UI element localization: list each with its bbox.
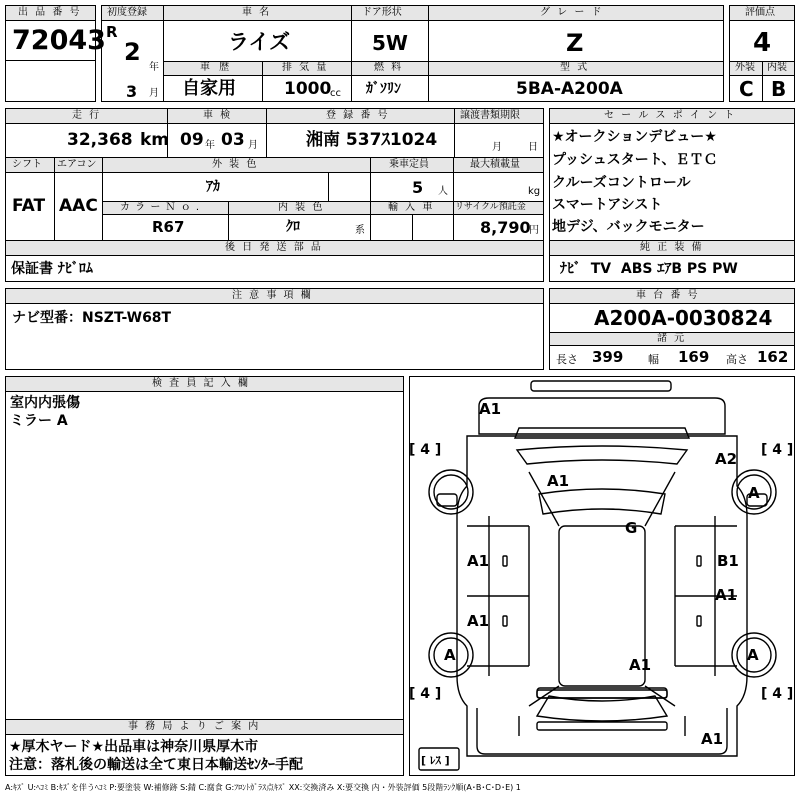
inspection-label: 車 検 (203, 110, 233, 121)
inspector-line: ミラー A (10, 413, 68, 429)
inspection-year: 09 (180, 130, 204, 150)
first-reg-month-unit: 月 (149, 88, 159, 99)
first-reg-year: 2 (124, 38, 141, 66)
door-label: ドア形状 (362, 7, 402, 18)
fuel-label: 燃 料 (374, 62, 404, 73)
mark-left-front-door: A1 (467, 552, 490, 570)
mark-wheel-rr: A (747, 646, 759, 664)
recycle-unit: 円 (529, 225, 539, 236)
car-name-label: 車 名 (242, 7, 272, 18)
chassis-label: 車 台 番 号 (636, 290, 700, 301)
spare-tire: [ ﾚｽ ] (421, 754, 450, 767)
inspector-cell (5, 391, 404, 720)
legend: A:ｷｽﾞ U:ﾍｺﾐ B:ｷｽﾞを伴うﾍｺﾐ P:要塗装 W:補修跡 S:錆 C:腐食 G:ﾌﾛﾝﾄｶﾞﾗｽ点ｷｽﾞ XX:交換済み X:要交換 内・外装評価 5段階ﾗﾝｸ順(A･B･C･D･E) 1 (5, 783, 521, 792)
lot-blank-cell (5, 60, 96, 102)
sales-point-line: プッシュスタート、ＥＴＣ (552, 152, 718, 168)
model-label: 型 式 (560, 62, 590, 73)
office-line: ★厚木ヤード★出品車は神奈川県厚木市 (9, 739, 259, 755)
inspector-line: 室内内張傷 (10, 395, 80, 411)
load-label: 最大積載量 (470, 159, 520, 170)
color-no: R67 (152, 218, 185, 236)
office-label: 事 務 局 よ り ご 案 内 (128, 721, 261, 732)
recycle-label: リサイクル預託金 (455, 202, 526, 212)
first-reg-month: 3 (126, 82, 138, 101)
plate: 湘南 537ｽ1024 (306, 130, 438, 150)
shift-label: シフト (12, 159, 42, 170)
shift: FAT (12, 196, 46, 216)
genuine-equip: ﾅﾋﾞ TV ABS ｴｱB PS PW (560, 261, 738, 277)
ext-grade: C (739, 77, 754, 101)
capacity-label: 乗車定員 (389, 159, 429, 170)
int-color-unit: 系 (355, 225, 365, 236)
import-sub-cell (412, 214, 454, 241)
first-reg-year-unit: 年 (149, 62, 159, 73)
int-color-label: 内 装 色 (278, 202, 325, 213)
mileage: 32,368 (67, 130, 133, 150)
ext-color-label: 外 装 色 (212, 159, 259, 170)
mark-wheel-rl: A (444, 646, 456, 664)
mark-left-rear-door: A1 (467, 612, 490, 630)
grade: Z (566, 29, 584, 57)
notes-label: 注 意 事 項 欄 (232, 290, 313, 301)
mark-roof: G (625, 519, 638, 537)
mark-right-front-door: B1 (717, 552, 739, 570)
mark-hood: A1 (547, 472, 570, 490)
int-color: ｸﾛ (286, 219, 300, 235)
mark-rear-bumper: A1 (701, 730, 724, 748)
later-parts-label: 後 日 発 送 部 品 (225, 242, 323, 253)
spec-label: 諸 元 (657, 333, 687, 344)
width-label: 幅 (648, 353, 659, 366)
score-label: 評価点 (745, 7, 775, 18)
inspection-month: 03 (221, 130, 245, 150)
import-label: 輸 入 車 (388, 202, 435, 213)
displacement-label: 排 気 量 (282, 62, 329, 73)
door-type: 5W (372, 31, 408, 55)
car-diagram (409, 376, 795, 776)
displacement-unit: cc (330, 88, 341, 99)
width: 169 (678, 348, 710, 366)
genuine-equip-label: 純 正 装 備 (640, 242, 704, 253)
sales-point-label: セ ー ル ス ポ イ ン ト (604, 110, 737, 121)
inspection-month-unit: 月 (248, 140, 258, 151)
tire-rr: [ 4 ] (761, 686, 794, 702)
mark-rear: A1 (629, 656, 652, 674)
transfer-month-unit: 月 (492, 142, 502, 153)
transfer-label: 譲渡書類期限 (460, 110, 520, 121)
first-reg-label: 初度登録 (107, 7, 147, 18)
lot-number-label: 出 品 番 号 (18, 7, 82, 18)
capacity-unit: 人 (438, 186, 448, 197)
mileage-unit: km (140, 130, 170, 150)
displacement: 1000 (284, 79, 332, 99)
mark-right-rear-door: A1 (715, 586, 738, 604)
tire-fr: [ 4 ] (761, 442, 794, 458)
load-unit: kg (528, 186, 541, 197)
capacity: 5 (412, 178, 424, 197)
length: 399 (592, 348, 624, 366)
sales-point-line: クルーズコントロール (552, 175, 691, 191)
history: 自家用 (182, 78, 236, 99)
transfer-day-unit: 日 (528, 142, 538, 153)
mark-wheel-fr: A (748, 484, 760, 502)
sales-point-line: 地デジ、バックモニター (552, 219, 705, 235)
era: R (106, 23, 118, 41)
height: 162 (757, 348, 789, 366)
ext-color-sub-cell (328, 172, 371, 202)
mileage-label: 走 行 (72, 110, 102, 121)
model: 5BA-A200A (516, 79, 623, 99)
ac-label: エアコン (57, 159, 97, 170)
mark-front-left: A1 (479, 400, 502, 418)
recycle: 8,790 (480, 218, 531, 237)
tire-rl: [ 4 ] (409, 686, 442, 702)
inspection-year-unit: 年 (205, 140, 215, 151)
later-parts: 保証書 ﾅﾋﾞﾛﾑ (11, 261, 93, 277)
car-name: ライズ (228, 30, 291, 54)
ext-color: ｱｶ (206, 179, 220, 195)
notes-text: ナビ型番：NSZT-W68T (12, 310, 172, 326)
mark-front-right: A2 (715, 450, 738, 468)
int-grade: B (771, 77, 787, 101)
history-label: 車 歴 (200, 62, 233, 73)
sales-point-line: ★オークションデビュー★ (552, 129, 717, 145)
score: 4 (753, 28, 772, 58)
office-line: 注意：落札後の輸送は全て東日本輸送ｾﾝﾀｰ手配 (9, 757, 303, 773)
ext-label: 外装 (735, 62, 755, 73)
grade-label: グ レ ー ド (540, 7, 604, 18)
tire-fl: [ 4 ] (409, 442, 442, 458)
ac: AAC (59, 196, 98, 216)
color-no-label: カ ラ ー Ｎ ｏ . (120, 202, 201, 213)
sales-point-line: スマートアシスト (552, 197, 663, 213)
inspector-label: 検 査 員 記 入 欄 (152, 378, 250, 389)
height-label: 高さ (726, 353, 748, 366)
plate-label: 登 録 番 号 (326, 110, 390, 121)
lot-number: 72043 (12, 25, 106, 56)
length-label: 長さ (556, 353, 578, 366)
fuel: ｶﾞｿﾘﾝ (366, 81, 401, 97)
chassis-number: A200A-0030824 (594, 306, 773, 330)
int-label: 内装 (767, 62, 787, 73)
